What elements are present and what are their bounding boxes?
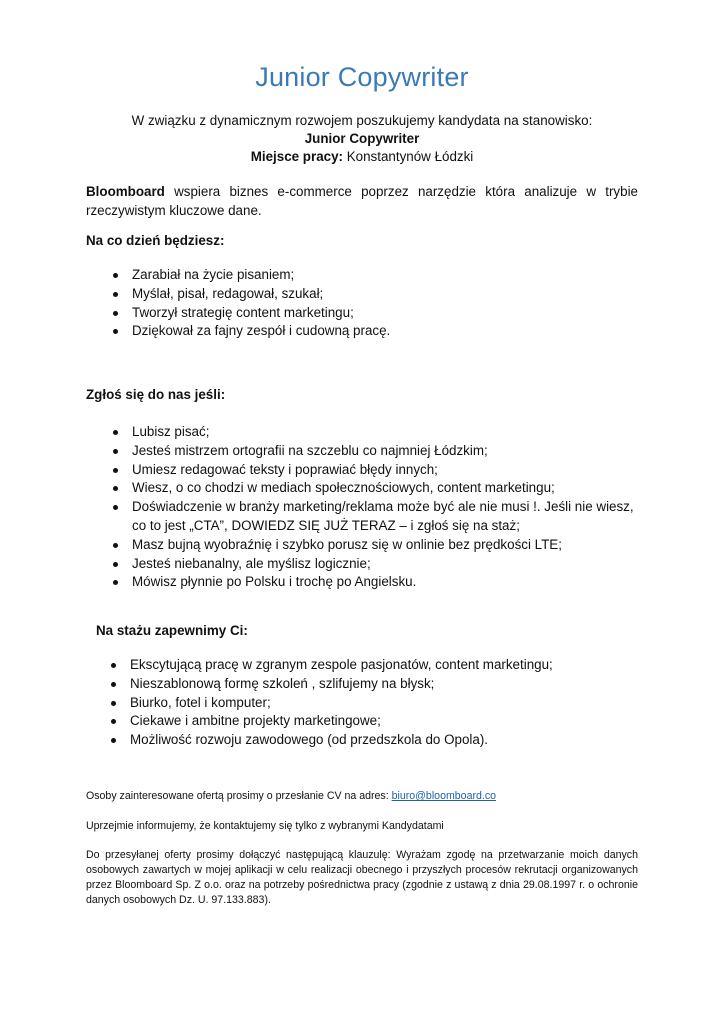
list-item-text: Możliwość rozwoju zawodowego (od przedszkola do Opola). [130, 732, 488, 748]
location-value: Konstantynów Łódzki [346, 149, 474, 164]
requirement-item [110, 555, 636, 574]
section-heading-apply: Zgłoś się do nas jeśli: [86, 387, 226, 402]
requirement-item [110, 498, 636, 536]
benefits-list [108, 656, 628, 750]
list-item-text: Nieszablonową formę szkoleń , szlifujemy na błysk; [130, 675, 435, 691]
list-item-text: Umiesz redagować teksty i poprawiać błędy innych; [132, 461, 438, 477]
list-item-text: Zarabiał na życie pisaniem; [132, 267, 295, 282]
requirement-item [110, 479, 636, 498]
requirement-item [110, 442, 636, 461]
work-location [0, 149, 724, 164]
list-item-text: Ciekawe i ambitne projekty marketingowe; [130, 713, 381, 729]
section-heading-offer: Na stażu zapewnimy Ci: [96, 623, 248, 638]
list-item-text: Biurko, fotel i komputer; [130, 694, 271, 710]
company-description: wspiera biznes e-commerce poprzez narzędzie która analizuje w trybie rzeczywistym kluczowe dane. [86, 184, 638, 218]
list-item-text: Wiesz, o co chodzi w mediach społecznościowych, content marketingu; [132, 480, 555, 496]
cv-instruction [86, 789, 638, 804]
list-item-text: Tworzył strategię content marketingu; [132, 304, 354, 320]
requirement-item [110, 573, 636, 592]
position-name: Junior Copywriter [304, 131, 420, 146]
daily-tasks-list [110, 266, 630, 341]
list-item-text: Myślał, pisał, redagował, szukał; [132, 285, 324, 301]
contact-notice: Uprzejmie informujemy, że kontaktujemy się tylko z wybranymi Kandydatami [86, 820, 444, 832]
page-title: Junior Copywriter [255, 62, 469, 92]
daily-task-item [110, 285, 630, 304]
list-item-text: Lubisz pisać; [132, 424, 210, 439]
gdpr-clause: Do przesyłanej oferty prosimy dołączyć następującą klauzulę: Wyrażam zgodę na przetwarzanie moich danych osobowych zawartych w mojej aplikacji w celu realizacji obecnego i przyszłych procesów rekrutacji organizowanych przez Bloomboard Sp. Z o.o. oraz na potrzeby pośrednictwa pracy (zgodnie z ustawą z dnia 29.08.1997 r. o ochronie danych osobowych Dz. U. 97.133.883). [86, 849, 638, 906]
requirement-item [110, 461, 636, 480]
benefit-item [108, 694, 628, 713]
requirement-item [110, 536, 636, 555]
daily-task-item [110, 266, 630, 285]
intro-line: W związku z dynamicznym rozwojem poszukujemy kandydata na stanowisko: [131, 113, 593, 128]
list-item-text: Jesteś niebanalny, ale myślisz logicznie; [132, 555, 371, 571]
requirements-list [110, 423, 636, 592]
benefit-item [108, 675, 628, 694]
benefit-item [108, 656, 628, 675]
cv-text: Osoby zainteresowane ofertą prosimy o przesłanie CV na adres: [86, 790, 389, 802]
daily-task-item [110, 304, 630, 323]
daily-task-item [110, 322, 630, 341]
list-item-text: Doświadczenie w branży marketing/reklama może być ale nie musi !. Jeśli nie wiesz, co to jest „CTA”, DOWIEDZ SIĘ JUŻ TERAZ – i zgłoś się na staż; [132, 499, 634, 533]
list-item-text: Ekscytującą pracę w zgranym zespole pasjonatów, content marketingu; [130, 657, 553, 672]
email-link[interactable]: biuro@bloomboard.co [391, 790, 497, 802]
list-item-text: Jesteś mistrzem ortografii na szczeblu co najmniej Łódzkim; [132, 442, 488, 458]
list-item-text: Dziękował za fajny zespół i cudowną pracę. [132, 323, 391, 339]
list-item-text: Masz bujną wyobraźnię i szybko porusz się w onlinie bez prędkości LTE; [132, 536, 562, 552]
location-label: Miejsce pracy: [250, 149, 343, 164]
benefit-item [108, 712, 628, 731]
list-item-text: Mówisz płynnie po Polsku i trochę po Angielsku. [132, 574, 417, 590]
requirement-item [110, 423, 636, 442]
section-heading-daily: Na co dzień będziesz: [86, 233, 225, 248]
company-paragraph [86, 182, 638, 220]
company-name: Bloomboard [86, 184, 165, 199]
benefit-item [108, 731, 628, 750]
